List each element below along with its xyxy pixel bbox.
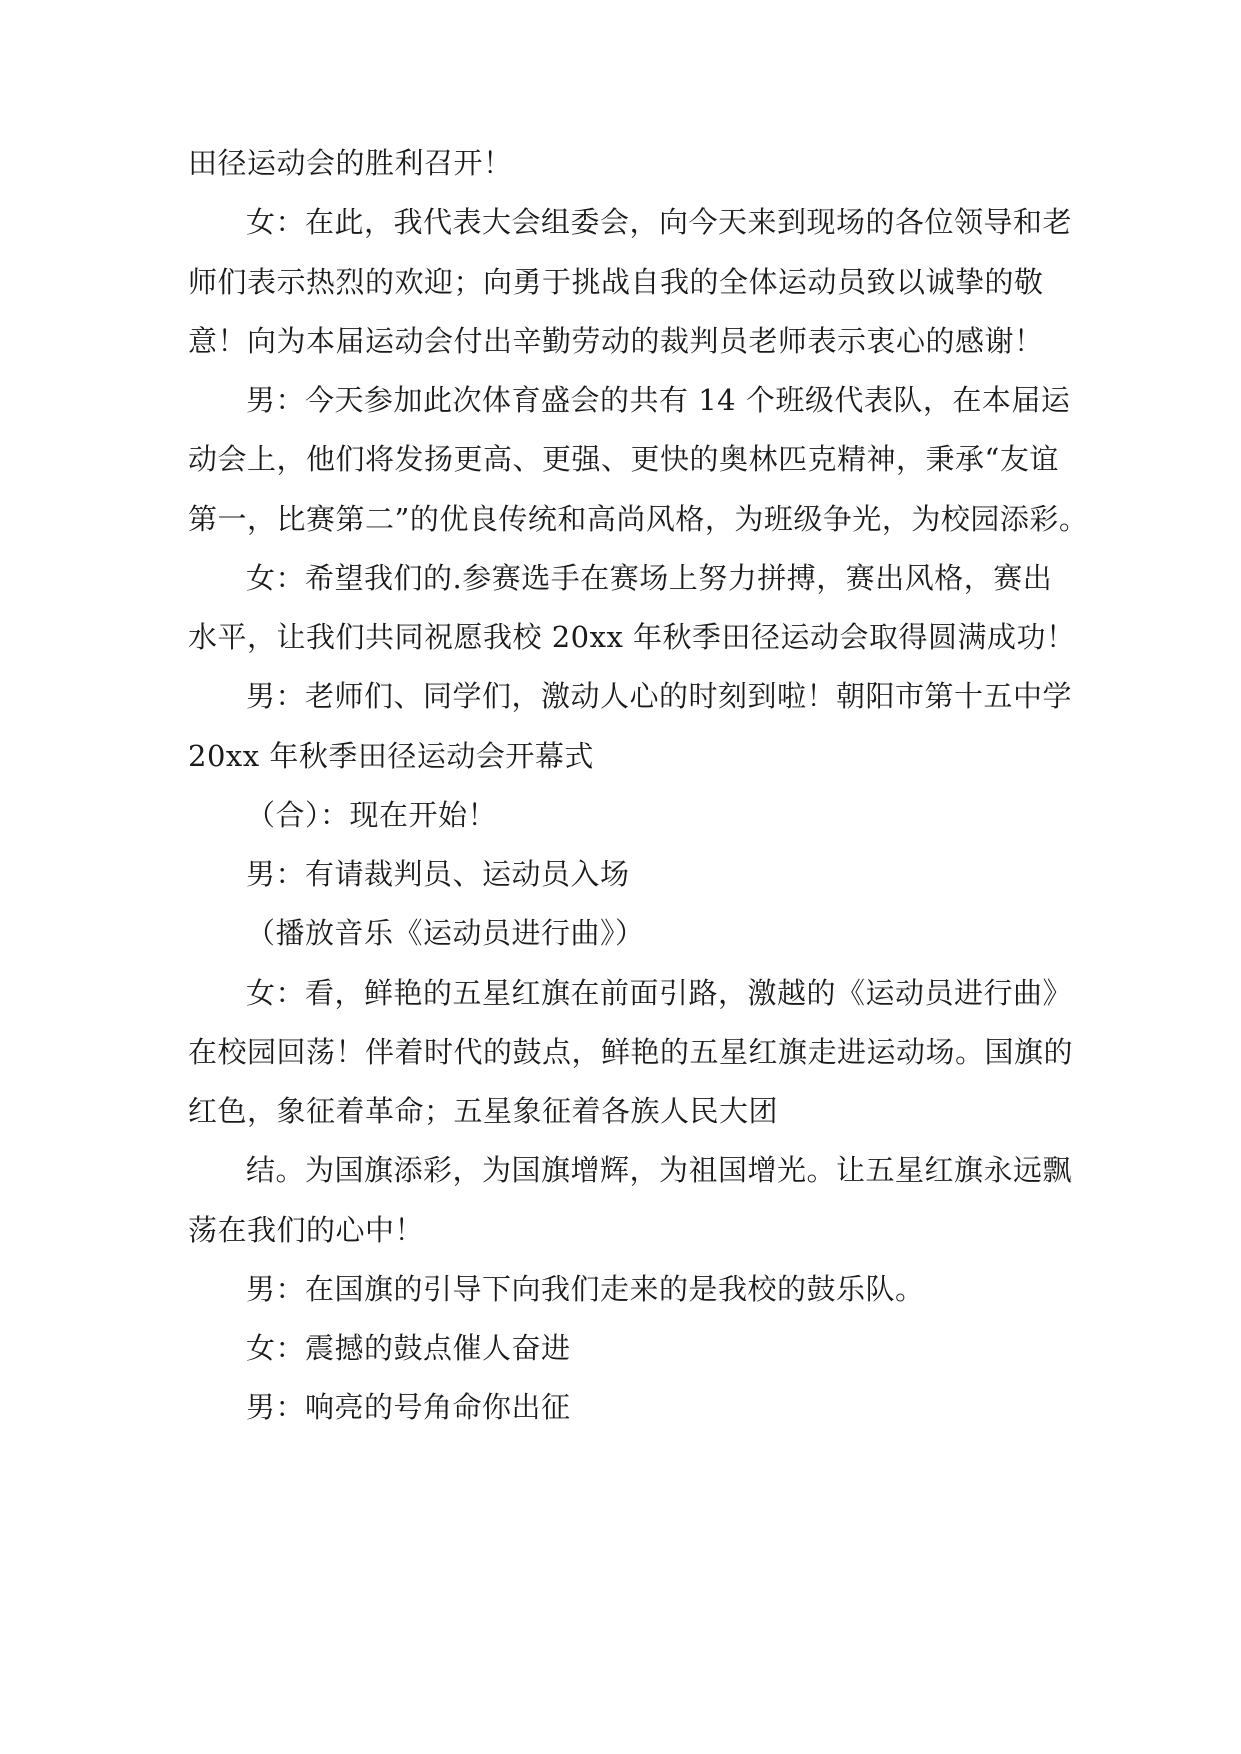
text-line: 在校园回荡！伴着时代的鼓点，鲜艳的五星红旗走进运动场。国旗的: [188, 1035, 1074, 1069]
text-line: 女：看，鲜艳的五星红旗在前面引路，激越的《运动员进行曲》: [246, 976, 1073, 1010]
text-line: 田径运动会的胜利召开！: [188, 146, 513, 180]
text-line: 男：在国旗的引导下向我们走来的是我校的鼓乐队。: [246, 1272, 925, 1306]
text-line: 结。为国旗添彩，为国旗增辉，为祖国增光。让五星红旗永远飘: [246, 1153, 1073, 1187]
text-line: （播放音乐《运动员进行曲》）: [246, 916, 645, 950]
text-line: 男：有请裁判员、运动员入场: [246, 857, 630, 891]
text-line: （合）：现在开始！: [246, 798, 498, 832]
text-line: 男：今天参加此次体育盛会的共有 14 个班级代表队，在本届运: [246, 383, 1071, 417]
text-line: 第一，比赛第二”的优良传统和高尚风格，为班级争光，为校园添彩。: [188, 502, 1089, 536]
text-line: 女：震撼的鼓点催人奋进: [246, 1331, 571, 1365]
text-line: 女：在此，我代表大会组委会，向今天来到现场的各位领导和老: [246, 205, 1073, 239]
text-line: 荡在我们的心中！: [188, 1213, 425, 1247]
text-line: 意！向为本届运动会付出辛勤劳动的裁判员老师表示衷心的感谢！: [188, 324, 1044, 358]
text-line: 水平，让我们共同祝愿我校 20xx 年秋季田径运动会取得圆满成功！: [188, 620, 1076, 654]
text-line: 20xx 年秋季田径运动会开幕式: [188, 739, 594, 773]
text-line: 师们表示热烈的欢迎；向勇于挑战自我的全体运动员致以诚挚的敬: [188, 265, 1044, 299]
text-line: 红色，象征着革命；五星象征着各族人民大团: [188, 1094, 779, 1128]
text-line: 男：响亮的号角命你出征: [246, 1390, 571, 1424]
text-line: 女：希望我们的.参赛选手在赛场上努力拼搏，赛出风格，赛出: [246, 561, 1053, 595]
text-line: 动会上，他们将发扬更高、更强、更快的奥林匹克精神，秉承“友谊: [188, 442, 1059, 476]
text-line: 男：老师们、同学们，激动人心的时刻到啦！朝阳市第十五中学: [246, 679, 1073, 713]
